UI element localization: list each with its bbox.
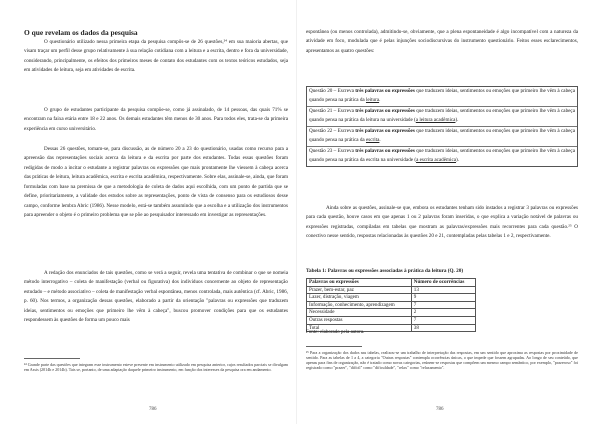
table-cell: 9 bbox=[411, 294, 475, 302]
question-text: que traduzem ideias, sentimentos ou emoções que primeiro lhe vêm à cabeça quando pensa na prática da escrita na universidade ( bbox=[309, 147, 575, 164]
question-prefix: Questão 20 – Escreva bbox=[309, 88, 356, 94]
table-row bbox=[307, 286, 476, 294]
table-cell: Necessidade bbox=[307, 309, 412, 317]
question-22 bbox=[307, 127, 577, 147]
page-number-left: 786 bbox=[149, 407, 157, 412]
column-header: Palavras ou expressões bbox=[307, 279, 412, 287]
paragraph-3: Dessas 26 questões, tomam-se, para discussão, as de número 20 a 23 do questionário, usadas como recurso para a apreensão das representações sociais acerca da leitura e da escrita por parte dos estudantes. Todas essas questões foram redigidas de modo a incitar o estudante a registrar palavras ou expressões que mais prontamente lhe viessem à cabeça acerca das práticas de leitura, leitura acadêmica, escrita e escrita acadêmica, respectivamente. Sobre elas, assinale-se, ainda, que foram formuladas com base na premissa de que a metodologia de coleta de dados aqui escolhida, com um ponto de partida que se define, prioritariamente, a validade dos estudos sobre as representações, ponto de vista de consenso para os estudiosos desse campo, conforme lembra Abric (1986). Nesse modelo, está-se também assumindo que a escolha e a utilização dos instrumentos para apreender o objeto é o primeiro problema que se põe ao pesquisador interessado em investigar as representações. bbox=[24, 146, 288, 219]
table-cell: Outras respostas bbox=[307, 316, 412, 324]
question-topic: a leitura acadêmica bbox=[415, 117, 456, 124]
question-text: que traduzem ideias, sentimentos ou emoções que primeiro lhe vêm à cabeça quando pensa na prática da bbox=[309, 127, 575, 144]
right-page bbox=[306, 0, 578, 424]
question-topic: a escrita acadêmica bbox=[416, 157, 457, 164]
table-header-row bbox=[307, 279, 476, 287]
footnote-24: ²⁴ Grande parte das questões que integram esse instrumento esteve presente em instrumento utilizado em pesquisa anterior, cujos resultados parciais se divulgam em Assis (2014b e 2014b). Tais se, portanto, de uma adaptação daquele primeiro instrumento, em função dos interesses da pesquisa ora em andamento. bbox=[24, 362, 288, 373]
question-23 bbox=[307, 147, 577, 166]
question-text: que traduzem ideias, sentimentos ou emoções que primeiro lhe vêm à cabeça quando pensa na prática da bbox=[309, 88, 575, 104]
paragraph-2: O grupo de estudantes participante da pesquisa compõe-se, como já assinalado, de 14 pessoas, das quais 71% se encontram na faixa etária entre 18 e 22 anos. Os demais estudantes têm menos de 30 anos. Para todos eles, trata-se da primeira experiência em curso universitário. bbox=[24, 107, 288, 132]
column-header: Número de ocorrências bbox=[411, 279, 475, 287]
occurrences-table bbox=[306, 278, 476, 332]
question-suffix: . bbox=[379, 97, 381, 104]
footnote-rule bbox=[306, 346, 362, 347]
questions-box bbox=[306, 86, 578, 167]
question-prefix: Questão 23 – Escreva bbox=[309, 147, 356, 154]
table-row bbox=[307, 294, 476, 302]
question-suffix: . bbox=[379, 137, 381, 144]
table-cell: 2 bbox=[411, 309, 475, 317]
question-emphasis: três palavras ou expressões bbox=[355, 127, 415, 134]
question-emphasis: três palavras ou expressões bbox=[355, 107, 415, 114]
page-gutter bbox=[296, 0, 297, 424]
question-prefix: Questão 22 – Escreva bbox=[309, 127, 356, 134]
question-emphasis: três palavras ou expressões bbox=[355, 88, 415, 94]
table-cell: Informação, conhecimento, aprendizagem bbox=[307, 301, 412, 309]
table-cell: Lazer, distração, viagem bbox=[307, 294, 412, 302]
left-page bbox=[24, 0, 288, 424]
question-text: que traduzem ideias, sentimentos ou emoções que primeiro lhe vêm à cabeça quando pensa na prática da leitura na universidade ( bbox=[309, 107, 575, 124]
question-prefix: Questão 21 – Escreva bbox=[309, 107, 356, 114]
question-suffix: ). bbox=[455, 117, 459, 124]
table-cell: 7 bbox=[411, 301, 475, 309]
table-row bbox=[307, 301, 476, 309]
footnote-rule bbox=[24, 358, 80, 359]
question-emphasis: três palavras ou expressões bbox=[355, 147, 415, 154]
paragraph-4: A redação dos enunciados de tais questões, como se verá a seguir, revela uma tentativa de combinar o que se nomeia método interrogativo – coleta de manifestação (verbal ou figurativa) dos indivíduos concernente ao objeto de representação estudado – e método associativo – coleta de manifestação verbal espontânea, menos controlada, mais autêntica (cf. Abric, 1986, p. 60). Nos termos, a organização dessas questões, elaborado a partir da orientação "palavras ou expressões que traduzem ideias, sentimentos ou emoções que primeiro lhe vêm à cabeça", buscou promover condições para que os estudantes respondessem às questões de forma um pouco mais bbox=[24, 270, 288, 324]
table-row bbox=[307, 316, 476, 324]
table-row bbox=[307, 309, 476, 317]
footnote-25: ²⁵ Para a organização dos dados nas tabelas, realizou-se um trabalho de interpretação das respostas, em um sentido que aproxima as respostas por proximidade de sentido. Para as tabelas de 1 a 4, a categoria "Outras respostas" contempla ocorrências únicas, o que impede que fossem agrupadas. Ao longo de seu conteúdo, que apenas para fins de organização, não é tratado como novas categorias, reúnem-se respostas que compõem um mesmo campo semântico, por exemplo, "prazeroso" foi registrado como "prazer", "difícil" como "dificuldade", "relax" como "relaxamento". bbox=[306, 350, 578, 371]
table-source: Fonte: elaborado pela autora. bbox=[306, 330, 365, 335]
table-cell: Total bbox=[307, 324, 412, 332]
question-topic: escrita bbox=[365, 137, 380, 144]
section-heading: O que revelam os dados da pesquisa bbox=[24, 28, 138, 37]
after-questions-paragraph: Ainda sobre as questões, assinale-se que, embora os estudantes tenham sido instados a registrar 3 palavras ou expressões para cada questão, houve casos em que apenas 1 ou 2 palavras foram inseridas, o que explica a variação notável de palavras ou expressões registradas, compiladas em tabelas que mostram as palavras/expressões mais recorrentes para cada questão.²⁵ O conectivo nesse sentido, respostas relacionadas às questões 20 e 21, contempladas pelas tabelas 1 e 2, respectivamente. bbox=[306, 205, 578, 240]
table-caption: Tabela 1: Palavras ou expressões associadas à prática da leitura (Q. 20) bbox=[306, 268, 464, 274]
page-number-right: 786 bbox=[436, 407, 444, 412]
question-21 bbox=[307, 107, 577, 127]
question-topic: leitura bbox=[365, 97, 380, 104]
paragraph-1: O questionário utilizado nessa primeira etapa da pesquisa compôs-se de 26 questões,²⁴ em sua maioria abertas, que visam traçar um perfil desse grupo relativamente à sua relação cotidiana com a leitura e a escrita, dentro e fora da universidade, considerando, principalmente, os efeitos dos primeiros meses de contato dos estudantes com os textos teóricos estudados, seja em atividades de leitura, seja em atividades de escrita. bbox=[24, 39, 288, 74]
question-suffix: ). bbox=[456, 157, 460, 164]
table-cell: 13 bbox=[411, 286, 475, 294]
intro-paragraph: espontânea (ou menos controlada), admitindo-se, obviamente, que a plena espontaneidade é algo incompatível com a natureza da atividade em foco, modulada que é pelas injunções sociodiscursivas do instrumento questionário. Feitos esses esclarecimentos, apresentamos as quatro questões: bbox=[306, 29, 578, 54]
question-20 bbox=[307, 87, 577, 107]
table-cell: 38 bbox=[411, 324, 475, 332]
table-cell: 7 bbox=[411, 316, 475, 324]
table-cell: Prazer, bem-estar, paz bbox=[307, 286, 412, 294]
